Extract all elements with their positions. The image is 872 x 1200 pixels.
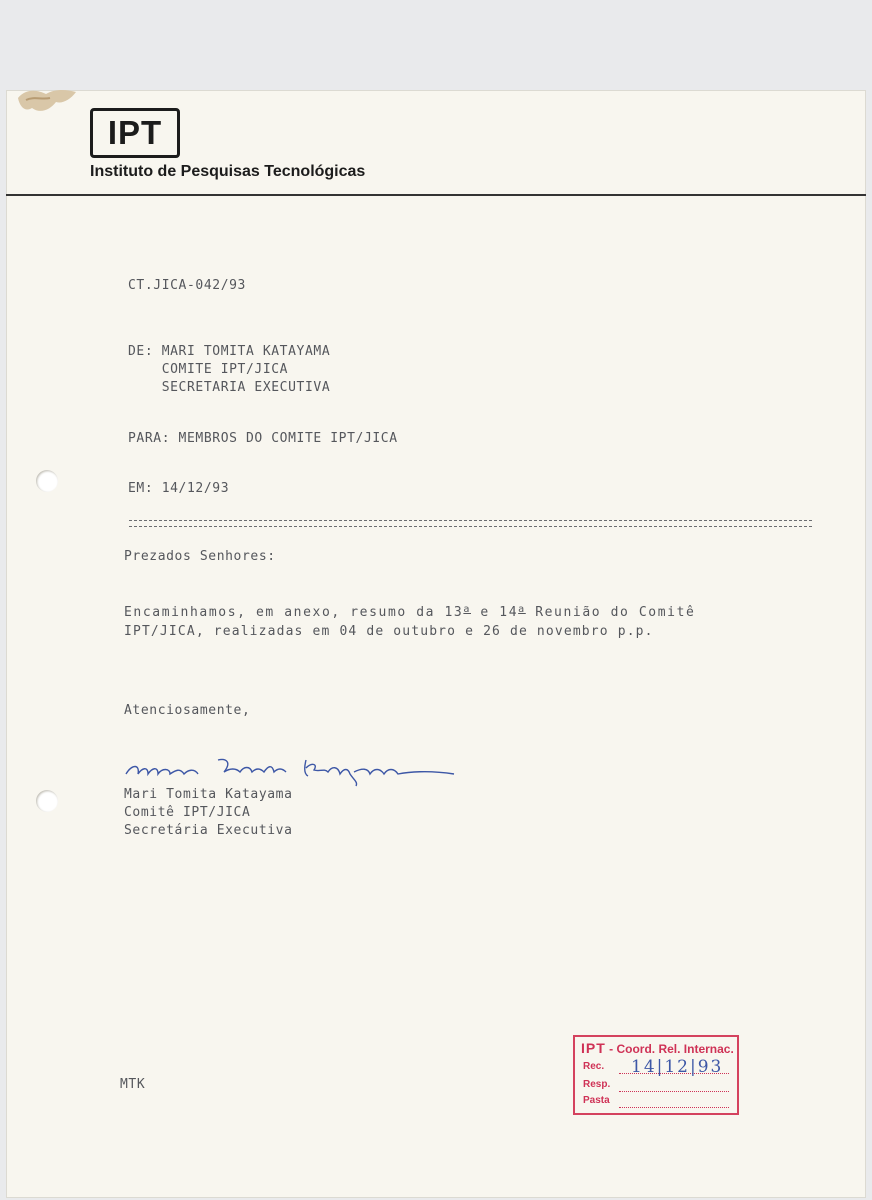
signatory-committee: Comitê IPT/JICA — [124, 805, 251, 820]
stamp-resp-label: Resp. — [583, 1079, 611, 1090]
punch-hole-top — [36, 470, 58, 492]
receipt-stamp — [573, 1035, 739, 1115]
stamp-rec-label: Rec. — [583, 1061, 605, 1072]
ordinal-14: a — [518, 604, 526, 615]
reference-number: CT.JICA-042/93 — [128, 278, 246, 293]
punch-hole-bottom — [36, 790, 58, 812]
from-line-1: DE: MARI TOMITA KATAYAMA — [128, 344, 331, 359]
body-line-1 — [124, 604, 695, 620]
stamp-org: IPT — [581, 1040, 606, 1056]
letter-page — [6, 90, 866, 1198]
ipt-logo — [90, 108, 180, 158]
signatory-title: Secretária Executiva — [124, 823, 293, 838]
handwritten-signature — [118, 750, 458, 790]
stamp-title — [581, 1040, 734, 1056]
torn-corner — [16, 86, 78, 118]
closing: Atenciosamente, — [124, 703, 251, 718]
header-divider — [6, 194, 866, 196]
from-line-2: COMITE IPT/JICA — [128, 362, 289, 377]
typist-initials: MTK — [120, 1077, 146, 1092]
salutation: Prezados Senhores: — [124, 549, 276, 564]
stamp-rec-date: 14|12|93 — [631, 1057, 724, 1077]
body-line-1-a: Encaminhamos, em anexo, resumo da 13 — [124, 605, 464, 620]
to-line: PARA: MEMBROS DO COMITE IPT/JICA — [128, 431, 398, 446]
from-line-3: SECRETARIA EXECUTIVA — [128, 380, 331, 395]
logo-text: IPT — [107, 114, 163, 151]
institute-name: Instituto de Pesquisas Tecnológicas — [90, 163, 366, 180]
stamp-pasta-label: Pasta — [583, 1095, 610, 1106]
body-line-1-c: Reunião do Comitê — [525, 605, 696, 620]
stamp-pasta-line — [619, 1097, 729, 1108]
ordinal-13: a — [463, 604, 471, 615]
date-line: EM: 14/12/93 — [128, 481, 230, 496]
signatory-name: Mari Tomita Katayama — [124, 787, 293, 802]
stamp-resp-line — [619, 1081, 729, 1092]
stamp-dept: - Coord. Rel. Internac. — [609, 1042, 734, 1056]
body-line-1-b: e 14 — [471, 605, 519, 620]
body-line-2: IPT/JICA, realizadas em 04 de outubro e 26 de novembro p.p. — [124, 624, 654, 639]
separator-line — [129, 520, 812, 527]
